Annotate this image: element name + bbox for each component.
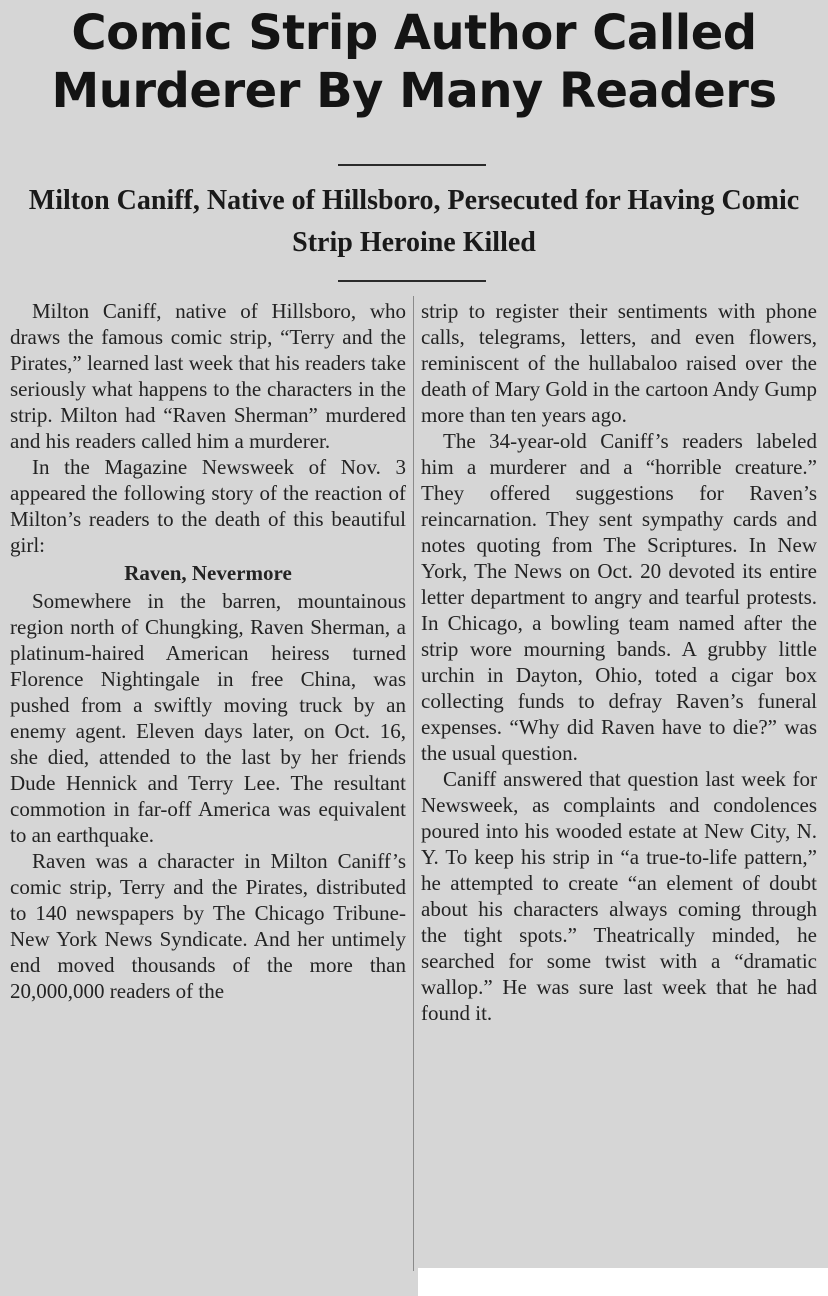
paragraph: Somewhere in the barren, mountainous region north of Chungking, Raven Sherman, a platinum-haired American heiress turned Florence Nightingale in free China, was pushed from a swiftly moving truck by an enemy agent. Eleven days later, on Oct. 16, she died, attended to the last by her friends Dude Hennick and Terry Lee. The resultant commotion in far-off America was equivalent to an earthquake. (10, 589, 406, 847)
right-column (421, 298, 817, 1026)
crosshead: Raven, Nevermore (124, 561, 292, 585)
paragraph: Caniff answered that question last week for Newsweek, as complaints and condolences poured into his wooded estate at New City, N. Y. To keep his strip in “a true-to-life pattern,” he attempted to create “an element of doubt about his characters always coming through the tight spots.” Theatrically minded, he searched for some twist with a “dramatic wallop.” He was sure last week that he had found it. (421, 767, 817, 1025)
divider-rule-top (338, 164, 486, 166)
page-margin (418, 1268, 828, 1296)
paragraph: Milton Caniff, native of Hillsboro, who draws the famous comic strip, “Terry and the Pirates,” learned last week that his readers take seriously what happens to the characters in the strip. Milton had “Raven Sherman” murdered and his readers called him a murderer. (10, 299, 406, 453)
divider-rule-bottom (338, 280, 486, 282)
left-column (10, 298, 406, 1004)
paragraph: strip to register their sentiments with phone calls, telegrams, letters, and even flowers, reminiscent of the hullabaloo raised over the death of Mary Gold in the cartoon Andy Gump more than ten years ago. (421, 299, 817, 427)
paragraph: The 34-year-old Caniff’s readers labeled him a murderer and a “horrible creature.” They offered suggestions for Raven’s reincarnation. They sent sympathy cards and notes quoting from The Scriptures. In New York, The News on Oct. 20 devoted its entire letter department to angry and tearful protests. In Chicago, a bowling team named after the strip wore mourning bands. A grubby little urchin in Dayton, Ohio, toted a cigar box collecting funds to defray Raven’s funeral expenses. “Why did Raven have to die?” was the usual question. (421, 429, 817, 765)
paragraph: Raven was a character in Milton Caniff’s comic strip, Terry and the Pirates, distributed to 140 newspapers by The Chicago Tribune-New York News Syndicate. And her untimely end moved thousands of the more than 20,000,000 readers of the (10, 849, 406, 1003)
paragraph: In the Magazine Newsweek of Nov. 3 appeared the following story of the reaction of Milton’s readers to the death of this beautiful girl: (10, 455, 406, 557)
column-divider (413, 296, 414, 1271)
subheadline: Milton Caniff, Native of Hillsboro, Persecuted for Having Comic Strip Heroine Killed (28, 185, 800, 258)
headline: Comic Strip Author Called Murderer By Many Readers (51, 5, 777, 119)
